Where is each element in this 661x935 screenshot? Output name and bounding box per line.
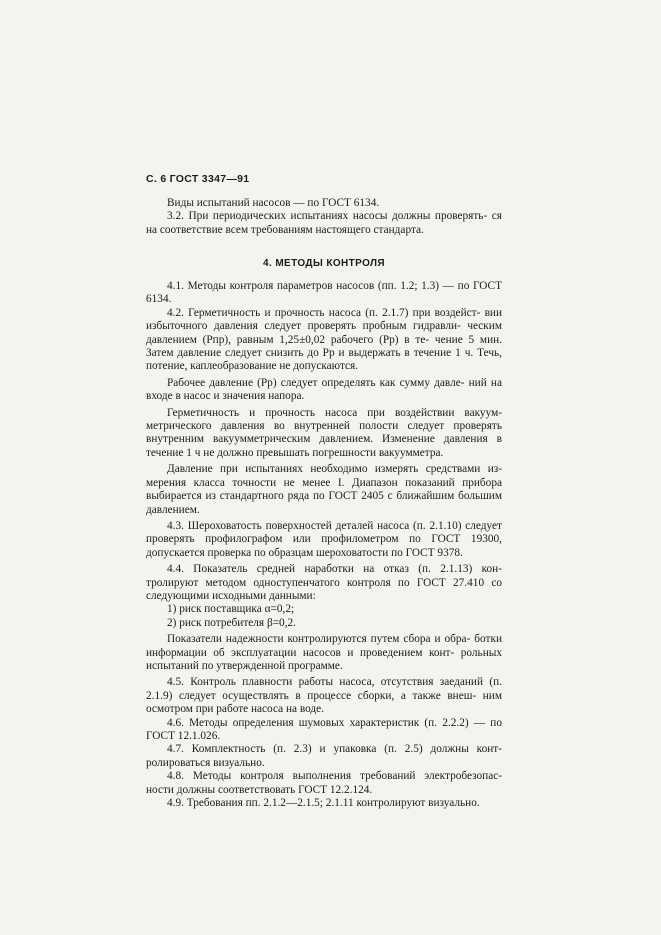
paragraph-4-5: 4.5. Контроль плавности работы насоса, отсутствия заеданий (п. 2.1.9) следует осуществлять в процессе сборки, а также внеш- ним осмотром при работе насоса на воде. [146, 676, 502, 716]
list-item-supplier-risk: 1) риск поставщика α=0,2; [167, 603, 295, 616]
paragraph-4-4: 4.4. Показатель средней наработки на отказ (п. 2.1.13) кон- тролируют методом одноступенчатого контроля по ГОСТ 27.410 со следующими исходными данными: [146, 563, 502, 602]
section-3-tail [146, 197, 502, 237]
paragraph-4-8: 4.8. Методы контроля выполнения требований электробезопас- ности должны соответствовать ГОСТ 12.2.124. [146, 770, 502, 796]
paragraph-vacuum-test: Герметичность и прочность насоса при воздействии вакуум- метрического давления во внутренней полости следует проверять внутренним вакуумметрическим давлением. Изменение давления в течение 1 ч не должно превышать погрешности вакуумметра. [146, 406, 502, 459]
paragraph-4-2: 4.2. Герметичность и прочность насоса (п. 2.1.7) при воздейст- вии избыточного давления следует проверять пробным гидравли- ческим давлением (Pпр), равным 1,25±0,02 рабочего (Pр) в те- чение 5 мин. Затем давление следует снизить до Pр и выдержать в течение 1 ч. Течь, потение, каплеобразование не допускаются. [146, 306, 502, 373]
paragraph-reliability: Показатели надежности контролируются путем сбора и обра- ботки информации об эксплуатации насосов и проведением конт- рольных испытаний по утвержденной программе. [146, 633, 502, 672]
paragraph-4-9: 4.9. Требования пп. 2.1.2—2.1.5; 2.1.11 контролируют визуально. [167, 797, 480, 810]
section-title: 4. МЕТОДЫ КОНТРОЛЯ [263, 258, 385, 269]
paragraph-4-7: 4.7. Комплектность (п. 2.3) и упаковка (п. 2.5) должны конт- ролироваться визуально. [146, 743, 502, 769]
section-4-body [146, 280, 502, 810]
page-header: С. 6 ГОСТ 3347—91 [146, 173, 250, 185]
paragraph-3-2: 3.2. При периодических испытаниях насосы должны проверять- ся на соответствие всем требованиям настоящего стандарта. [146, 210, 502, 236]
paragraph-pressure-measurement: Давление при испытаниях необходимо измерять средствами из- мерения класса точности не менее I. Диапазон показаний прибора выбирается из стандартного ряда по ГОСТ 2405 с ближайшим большим давлением. [146, 463, 502, 516]
paragraph-tests-types: Виды испытаний насосов — по ГОСТ 6134. [167, 197, 380, 209]
paragraph-4-3: 4.3. Шероховатость поверхностей деталей насоса (п. 2.1.10) следует проверять профилографом или профилометром по ГОСТ 19300, допускается проверка по образцам шероховатости по ГОСТ 9378. [146, 519, 502, 559]
list-item-consumer-risk: 2) риск потребителя β=0,2. [167, 616, 297, 629]
paragraph-4-6: 4.6. Методы определения шумовых характеристик (п. 2.2.2) — по ГОСТ 12.1.026. [146, 716, 502, 742]
paragraph-4-1: 4.1. Методы контроля параметров насосов (пп. 1.2; 1.3) — по ГОСТ 6134. [146, 280, 502, 306]
paragraph-working-pressure: Рабочее давление (Pр) следует определять как сумму давле- ний на входе в насос и значения напора. [146, 376, 502, 403]
